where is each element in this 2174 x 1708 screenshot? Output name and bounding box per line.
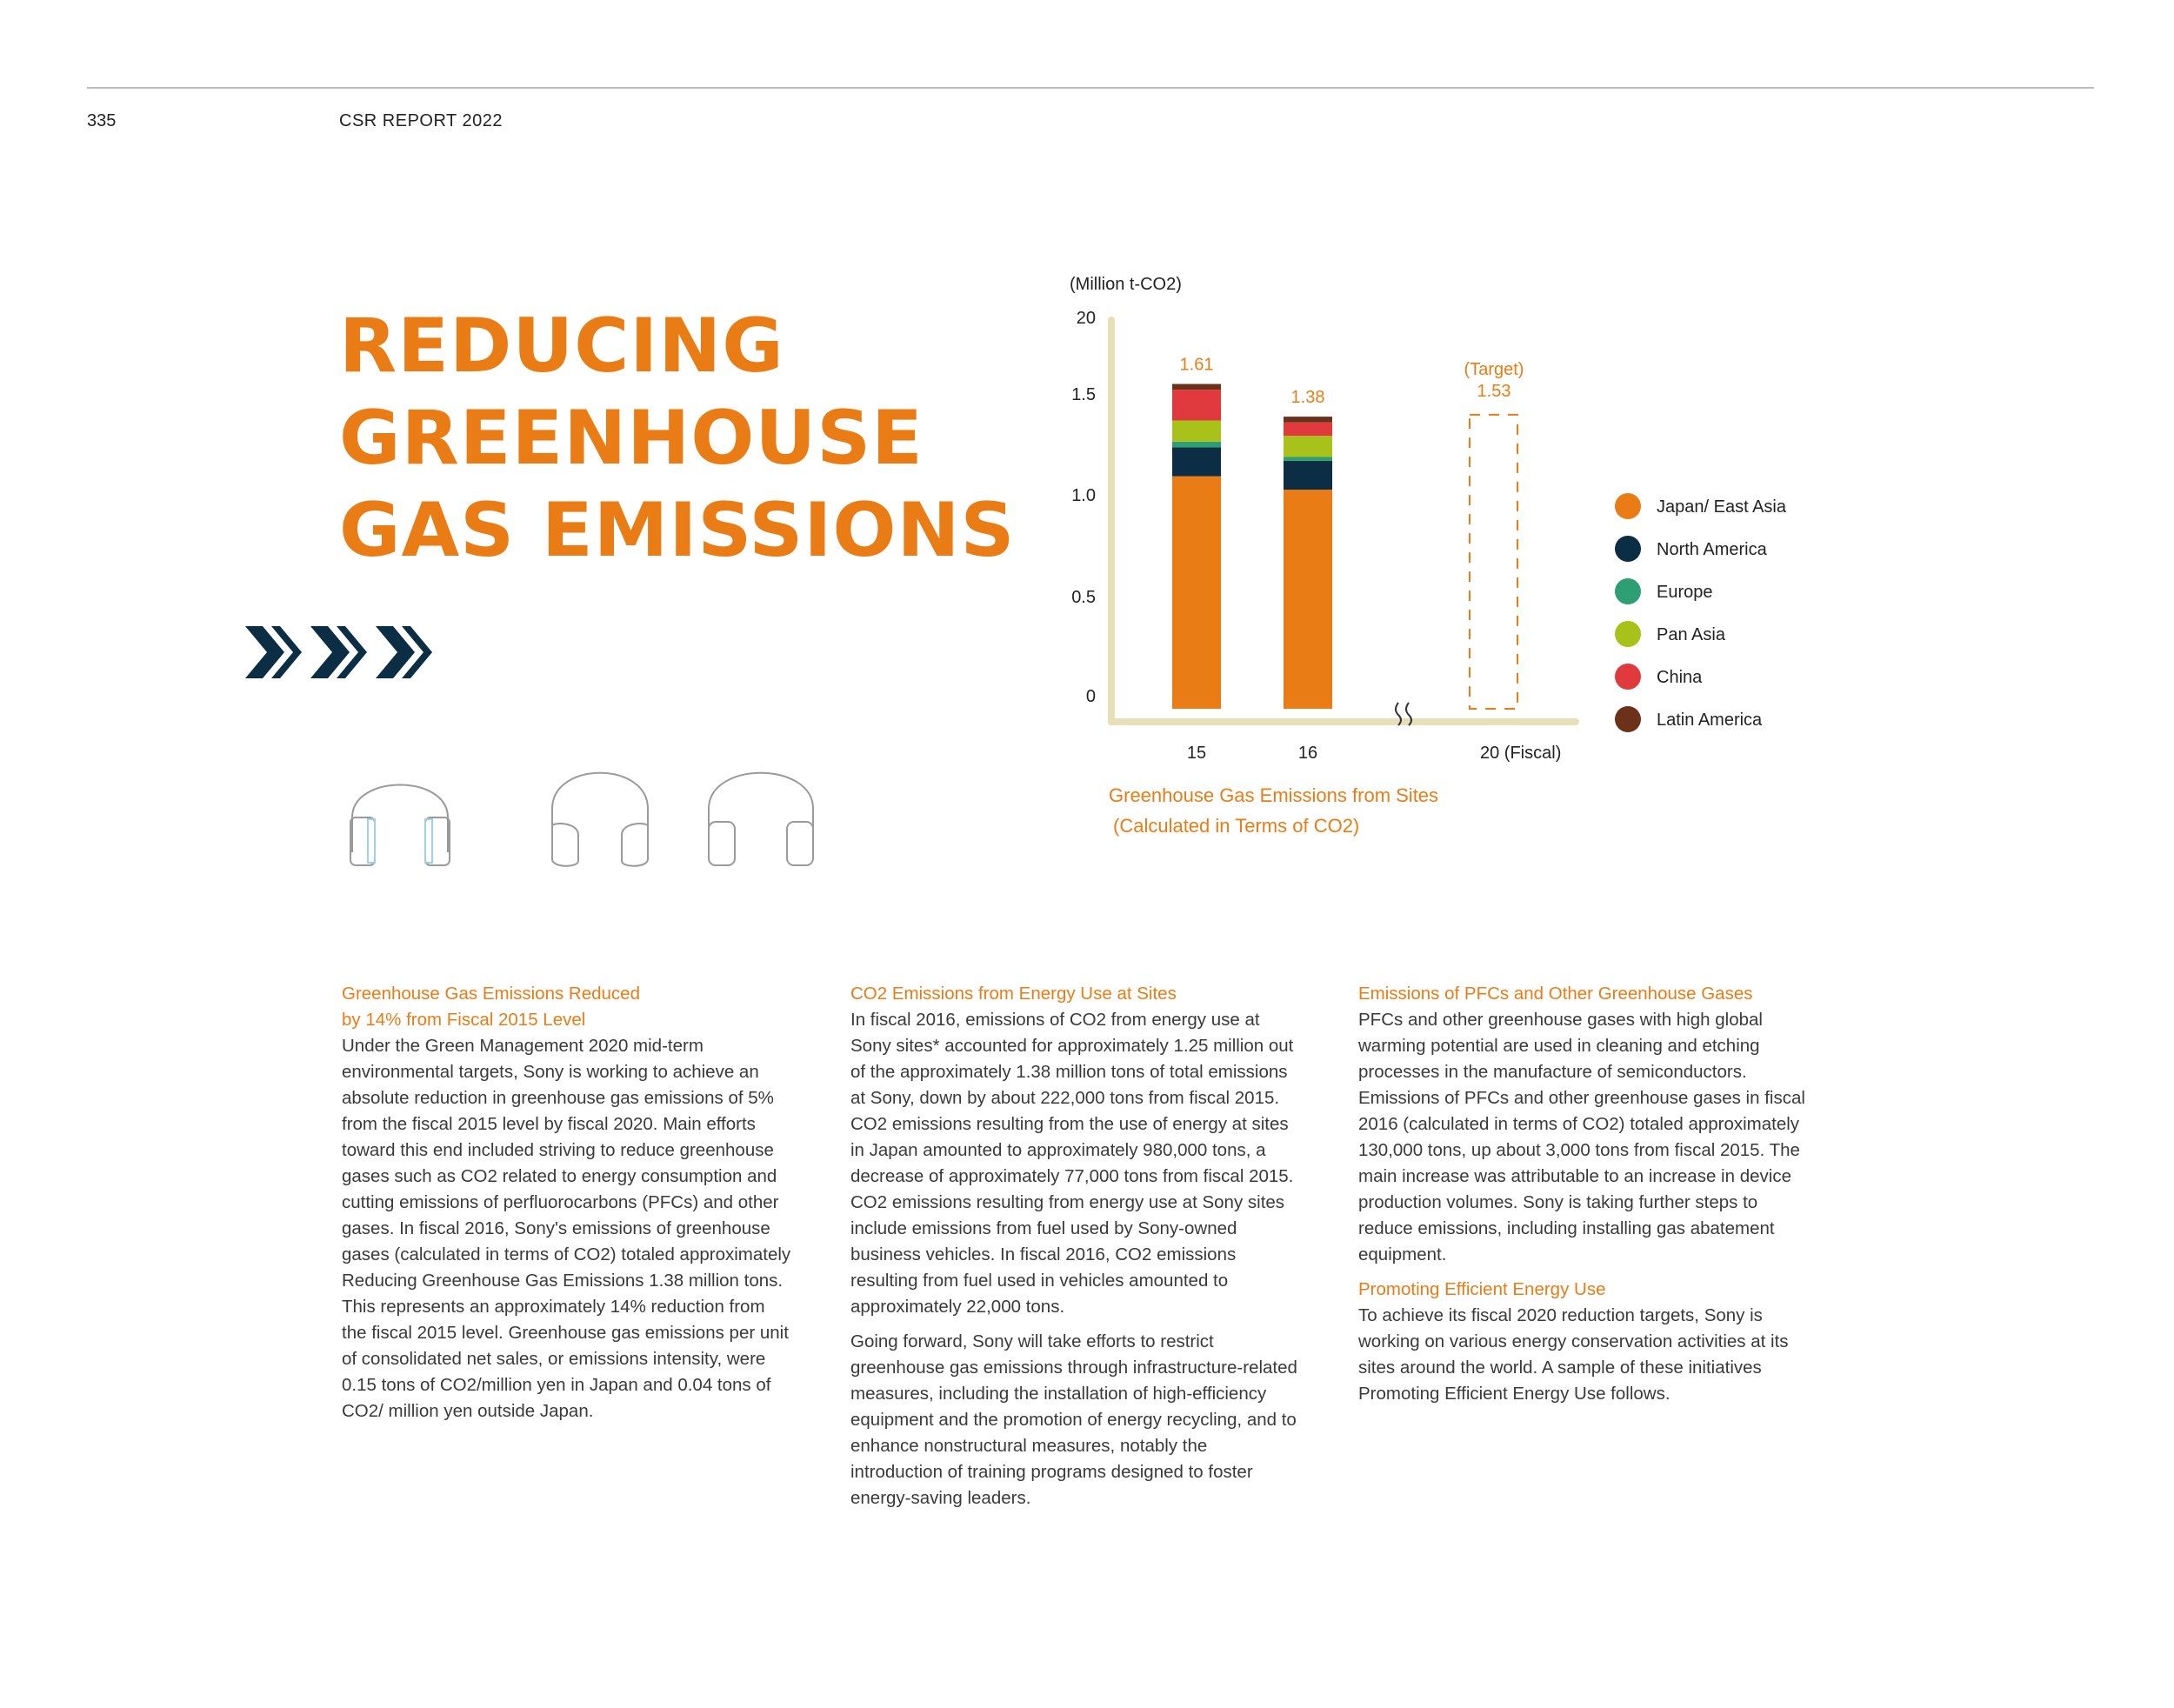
section-heading-1b: by 14% from Fiscal 2015 Level [342,1010,586,1030]
section-heading-2: CO2 Emissions from Energy Use at Sites [850,984,1177,1004]
bar-segment [1172,477,1221,709]
chart-caption-line-2: (Calculated in Terms of CO2) [1113,815,1360,837]
legend-label: Latin America [1657,711,1763,730]
bar-segment [1172,421,1221,442]
page-title-line-2: GREENHOUSE [339,395,924,482]
body-paragraph: In fiscal 2016, emissions of CO2 from energy use at Sony sites* accounted for approximately 1.25 million out of the approximately 1.38 million tons of total emissions at Sony, down by about 222,000 tons from fiscal 2015. CO2 emissions resulting from the use of energy at sites in Japan amounted to approximately 980,000 tons, a decrease of approximately 77,000 tons from fiscal 2015. CO2 emissions resulting from energy use at Sony sites include emissions from fuel used by Sony-owned business vehicles. In fiscal 2016, CO2 emissions resulting from fuel used in vehicles amounted to approximately 22,000 tons. [850,1010,1294,1317]
body-paragraph: Going forward, Sony will take efforts to restrict greenhouse gas emissions through infrastructure-related measures, including the installation of high-efficiency equipment and the promotion of energy recycling, and to enhance nonstructural measures, notably the introduction of training programs designed to foster energy-saving leaders. [850,1331,1297,1508]
bar-segment [1172,442,1221,448]
bar-segment [1284,417,1332,423]
bar-segment [1172,384,1221,390]
bar-segment [1284,436,1332,457]
report-title: CSR REPORT 2022 [339,111,503,130]
bar-segment [1284,457,1332,460]
legend-swatch [1615,536,1641,562]
bar-total-label: 1.61 [1179,355,1214,375]
bar-segment [1172,447,1221,476]
bar-segment [1172,390,1221,420]
y-tick-label: 20 [1076,309,1096,328]
header-divider [87,87,2094,89]
bar-segment [1284,423,1332,436]
bar-segment [1284,490,1332,709]
bar-total-label: 1.38 [1290,388,1325,408]
emissions-chart-svg [1044,261,1957,852]
page-title-line-3: GAS EMISSIONS [339,487,1016,574]
legend-swatch [1615,578,1641,604]
body-paragraph: Under the Green Management 2020 mid-term environmental targets, Sony is working to achieve an absolute reduction in greenhouse gas emissions of 5% from the fiscal 2015 level by fiscal 2020. Main efforts toward this end included striving to reduce greenhouse gases such as CO2 related to energy consumption and cutting emissions of perfluorocarbons (PFCs) and other gases. In fiscal 2016, Sony's emissions of greenhouse gases (calculated in terms of CO2) totaled approximately Reducing Greenhouse Gas Emissions 1.38 million tons. This represents an approximately 14% reduction from the fiscal 2015 level. Greenhouse gas emissions per unit of consolidated net sales, or emissions intensity, were 0.15 tons of CO2/million yen in Japan and 0.04 tons of CO2/ million yen outside Japan. [342,1036,791,1421]
legend-swatch [1615,664,1641,690]
chart-unit-label: (Million t-CO2) [1070,275,1182,294]
bar-segment [1284,461,1332,490]
legend-swatch [1615,493,1641,519]
headphones-illustration [343,757,830,883]
y-tick-label: 1.0 [1071,486,1096,505]
headphone-icon [552,773,648,866]
legend-label: Japan/ East Asia [1657,497,1786,517]
text-column-1 [342,981,794,1433]
headphone-icon [709,773,813,865]
legend-label: China [1657,668,1703,687]
legend-label: Pan Asia [1657,625,1725,644]
chevron-arrows-decoration [245,626,506,683]
legend-label: North America [1657,540,1767,559]
legend-swatch [1615,621,1641,647]
text-column-3 [1358,981,1811,1416]
x-tick-label: 16 [1297,744,1318,763]
target-bar [1470,415,1517,709]
target-value-label: 1.53 [1477,381,1511,401]
page-title-line-1: REDUCING [339,303,784,390]
section-heading-4: Promoting Efficient Energy Use [1358,1279,1606,1299]
emissions-chart [1044,261,1957,852]
x-tick-label: 15 [1186,744,1207,763]
body-paragraph: PFCs and other greenhouse gases with high global warming potential are used in cleaning and etching processes in the manufacture of semiconductors. Emissions of PFCs and other greenhouse gases in fiscal 2016 (calculated in terms of CO2) totaled approximately 130,000 tons, up about 3,000 tons from fiscal 2015. The main increase was attributable to an increase in device production volumes. Sony is taking further steps to reduce emissions, including installing gas abatement equipment. [1358,1010,1805,1264]
y-tick-label: 0 [1085,687,1096,706]
legend-label: Europe [1657,583,1713,602]
page-number: 335 [87,111,117,130]
section-heading-1a: Greenhouse Gas Emissions Reduced [342,984,640,1004]
target-label: (Target) [1464,359,1524,379]
section-heading-3: Emissions of PFCs and Other Greenhouse Gases [1358,984,1753,1004]
legend-swatch [1615,706,1641,732]
text-column-2 [850,981,1303,1520]
y-tick-label: 1.5 [1071,385,1096,404]
y-tick-label: 0.5 [1071,588,1096,607]
body-paragraph: To achieve its fiscal 2020 reduction targets, Sony is working on various energy conservation activities at its sites around the world. A sample of these initiatives Promoting Efficient Energy Use follows. [1358,1305,1789,1404]
headphone-icon [350,785,450,866]
page-title [339,300,1015,577]
x-tick-label: 20 (Fiscal) [1480,744,1562,763]
chart-caption-line-1: Greenhouse Gas Emissions from Sites [1109,784,1439,806]
